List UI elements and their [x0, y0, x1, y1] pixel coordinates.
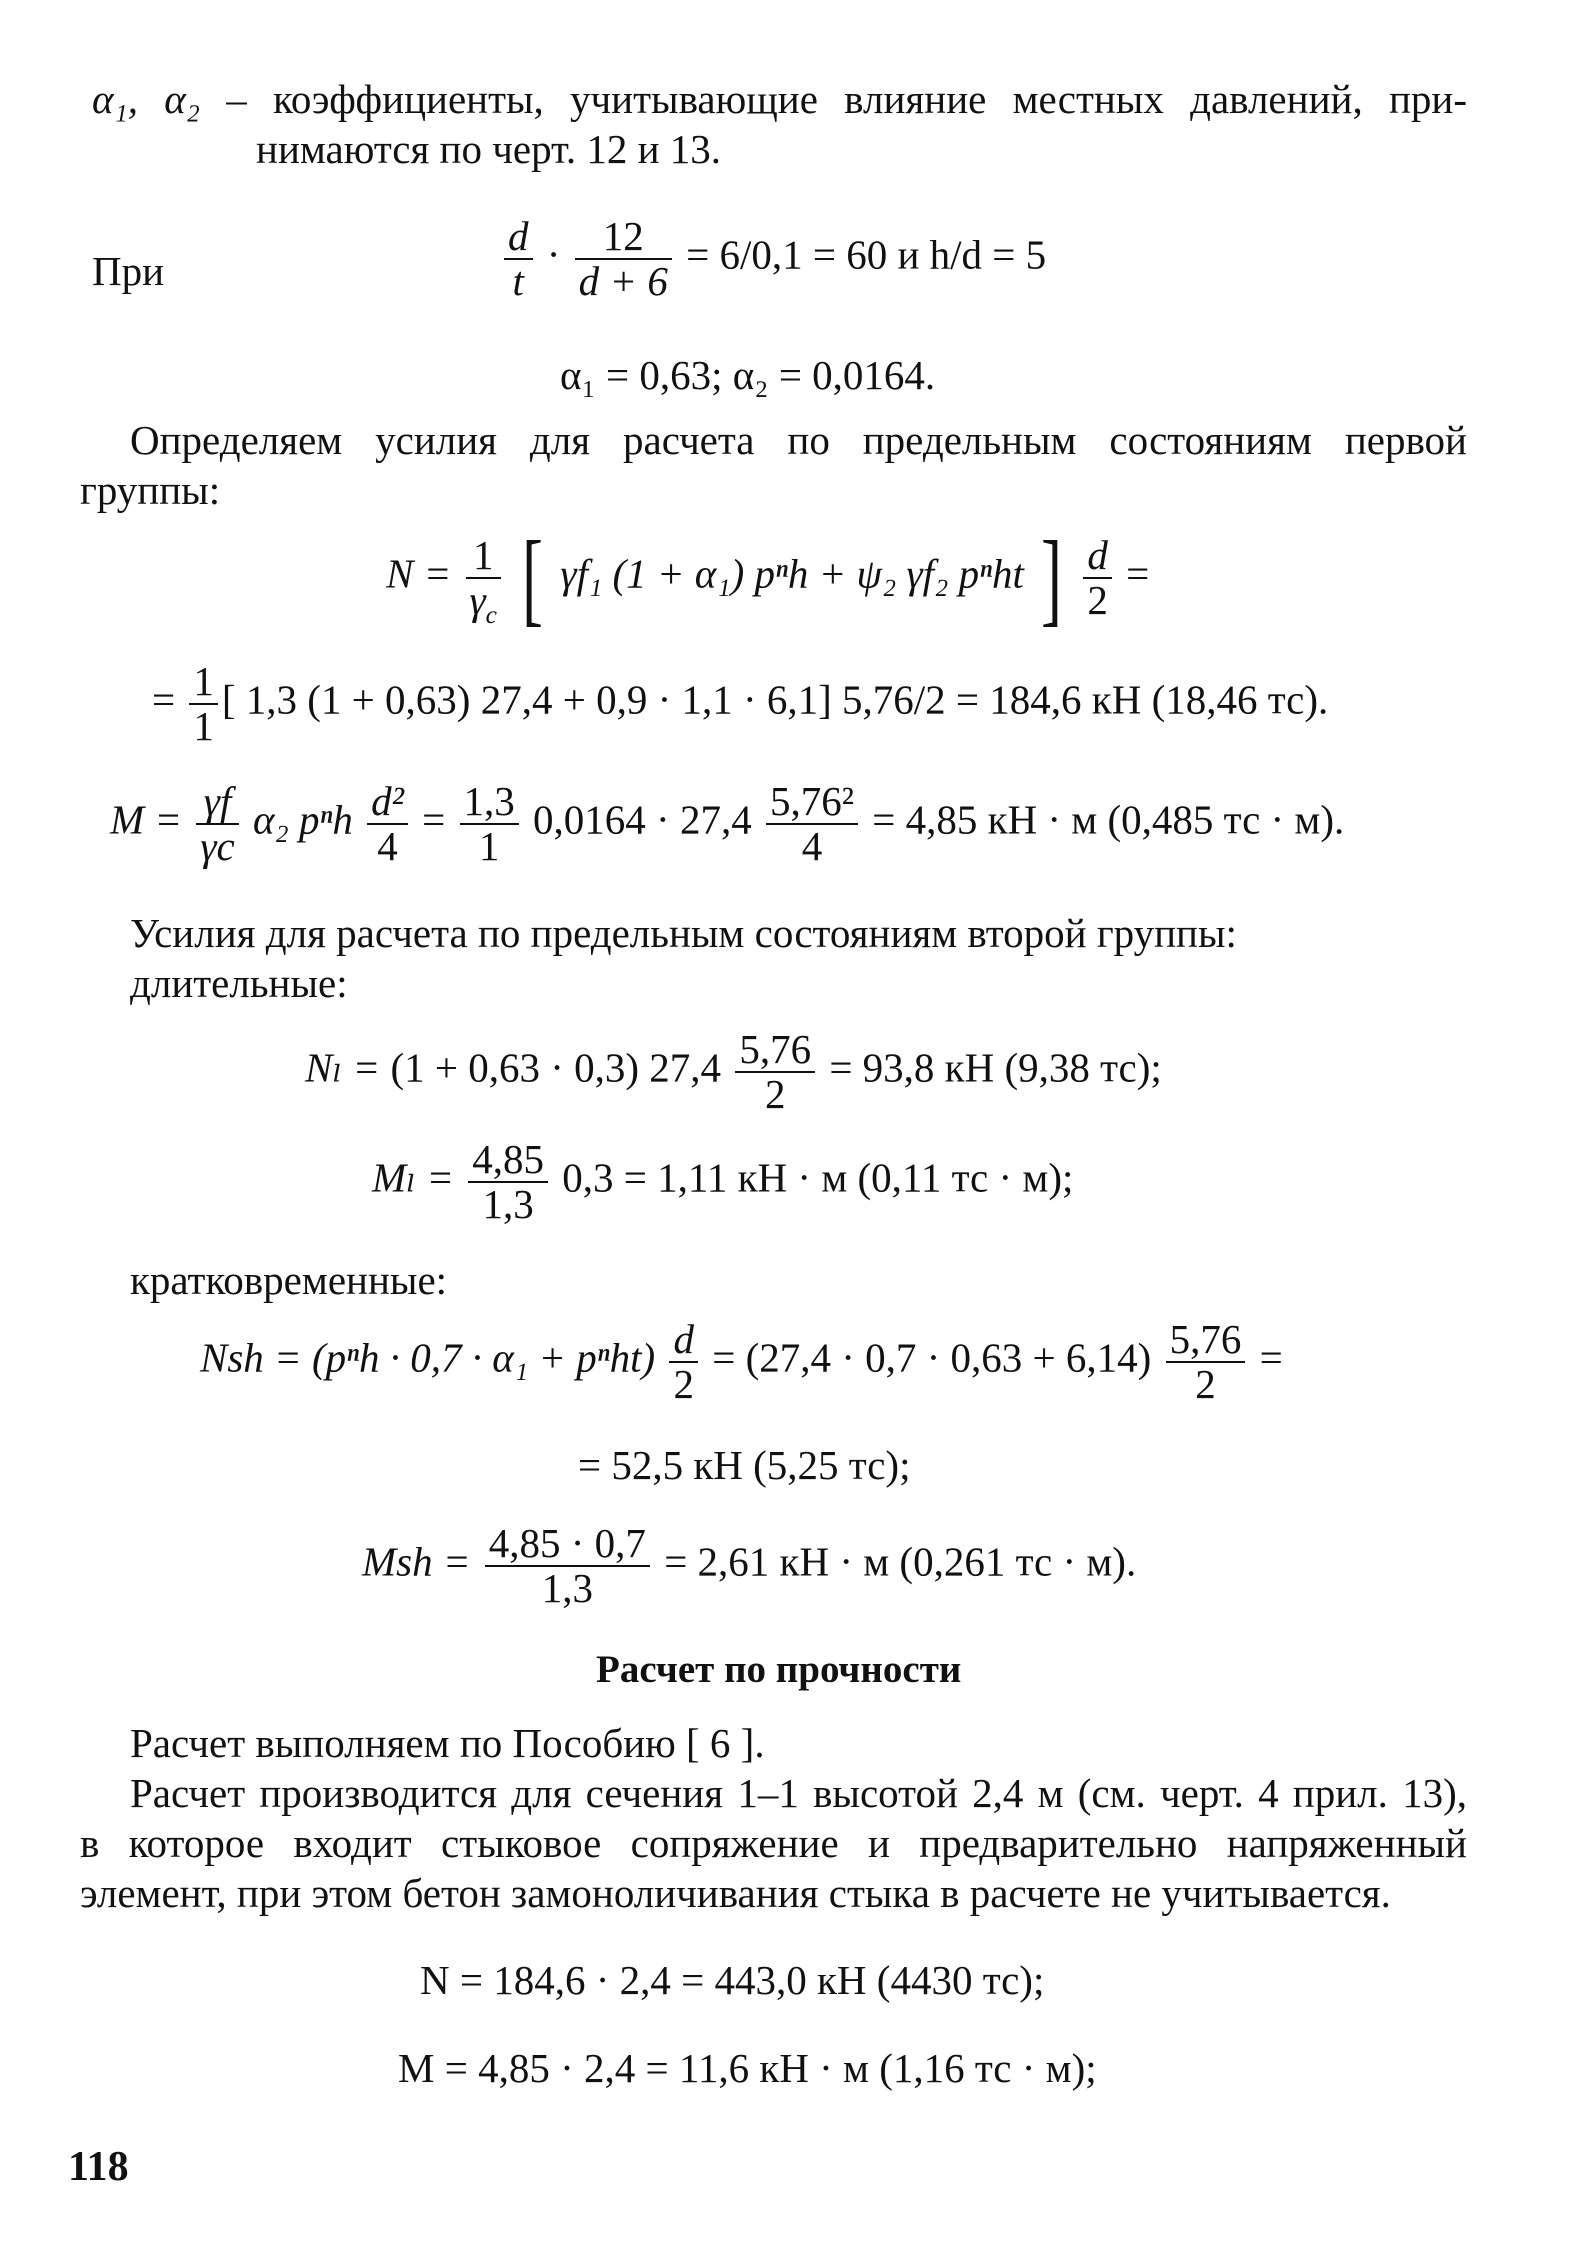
eq-Ml: Mₗ = $\frac{4,85}{1,3}$ 0,3 = 1,11 кН · м (0,11 тс · м); — [372, 1136, 1074, 1228]
eq-Nl: Nₗ = (1 + 0,63 · 0,3) 27,4 $\frac{5,76}{2}$ = 93,8 кН (9,38 тс); — [305, 1026, 1162, 1118]
para1-line2: группы: — [80, 467, 221, 513]
para4-line3: элемент, при этом бетон замоноличивания стыка в расчете не учитывается. — [80, 1870, 1391, 1916]
para3: Расчет выполняем по Пособию [ 6 ]. — [130, 1720, 765, 1766]
eq-N-numeric: = $\frac{1}{1}$ [ 1,3 (1 + 0,63) 27,4 + 0,9 · 1,1 · 6,1] 5,76/2 = 184,6 кН (18,46 тс). — [152, 658, 1329, 750]
frac-13-1: $\frac{1,3}{1}$ — [460, 780, 519, 868]
eq-N-inner: γf₁ (1 + α₁) pⁿh + ψ₂ γf₂ pⁿht — [560, 550, 1024, 597]
para4-line2: в которое входит стыковое сопряжение и предварительно напряженный — [80, 1820, 1467, 1866]
para2-line2: длительные: — [130, 960, 348, 1006]
intro-line-2: нимаются по черт. 12 и 13. — [256, 126, 722, 172]
para4-line1: Расчет производится для сечения 1–1 высотой 2,4 м (см. черт. 4 прил. 13), — [130, 1770, 1467, 1816]
frac-d2-4: $\frac{\text{d²}}{4}$ — [367, 780, 408, 868]
frac-485-13: $\frac{4,85}{1,3}$ — [468, 1138, 548, 1226]
frac-576-2b: $\frac{5,76}{2}$ — [1166, 1318, 1246, 1406]
section-heading: Расчет по прочности — [596, 1648, 962, 1691]
frac-12-d6: $\frac{12}{d + 6}$ — [575, 215, 672, 303]
eq-Nsh: Nsh = (pⁿh · 0,7 · α₁ + pⁿht) $\frac{d}{2}$ = (27,4 · 0,7 · 0,63 + 6,14) $\frac{5,76}{2}$ = — [200, 1316, 1283, 1408]
short-term-label: кратковременные: — [130, 1257, 448, 1303]
frac-1-1: $\frac{1}{1}$ — [189, 660, 218, 748]
intro-line-1 — [92, 74, 1467, 124]
page-number: 118 — [68, 2144, 129, 2190]
frac-d-2: $\frac{d}{2}$ — [1083, 534, 1112, 622]
para2-line1: Усилия для расчета по предельным состояниям второй группы: — [130, 910, 1237, 956]
eq-Msh: Msh = $\frac{4,85 \cdot 0,7}{1,3}$ = 2,61 кН · м (0,261 тс · м). — [362, 1520, 1137, 1612]
para1-line1: Определяем усилия для расчета по предельным состояниям первой — [130, 417, 1467, 463]
frac-576sq-4: $\frac{\text{5,76²}}{4}$ — [766, 780, 858, 868]
alpha-symbols: α₁, α₂ — [92, 76, 201, 122]
frac-576-2: $\frac{5,76}{2}$ — [735, 1028, 815, 1116]
frac-d-t: $\frac{d}{t}$ — [504, 215, 533, 303]
condition-lead: При — [92, 248, 165, 294]
condition-formula: $\frac{d}{t}$ · $\frac{12}{d + 6}$ = 6/0,1 = 60 и h/d = 5 — [500, 215, 1046, 303]
alpha-values: α₁ = 0,63; α₂ = 0,0164. — [560, 352, 936, 398]
frac-d-2b: $\frac{d}{2}$ — [669, 1318, 698, 1406]
eq-final-M: M = 4,85 · 2,4 = 11,6 кН · м (1,16 тс · м); — [398, 2045, 1097, 2091]
frac-485x07-13: $\frac{4,85 \cdot 0,7}{1,3}$ — [485, 1522, 650, 1610]
eq-Nsh-result: = 52,5 кН (5,25 тс); — [578, 1442, 911, 1488]
frac-gf-gc: $\frac{\gamma f}{\gamma c}$ — [196, 780, 238, 868]
eq-M: M = $\frac{\gamma f}{\gamma c}$ α₂ pⁿh $\frac{\text{d²}}{4}$ = $\frac{1,3}{1}$ 0,0164 · 27,4 $\frac{\text{5,76²}}{4}$ = 4,85 кН · м (0,485 тс · м). — [110, 778, 1345, 870]
frac-1-gc: $\frac{1}{\gamma_c}$ — [466, 534, 501, 622]
intro-text: – коэффициенты, учитывающие влияние местных давлений, при- — [200, 76, 1467, 122]
eq-N: N = $\frac{1}{\gamma_c}$ [ γf₁ (1 + α₁) pⁿh + ψ₂ γf₂ pⁿht ] $\frac{d}{2}$ = — [386, 519, 1150, 636]
eq-final-N: N = 184,6 · 2,4 = 443,0 кН (4430 тс); — [420, 1957, 1045, 2003]
condition-rest: = 6/0,1 = 60 и h/d = 5 — [686, 231, 1047, 278]
